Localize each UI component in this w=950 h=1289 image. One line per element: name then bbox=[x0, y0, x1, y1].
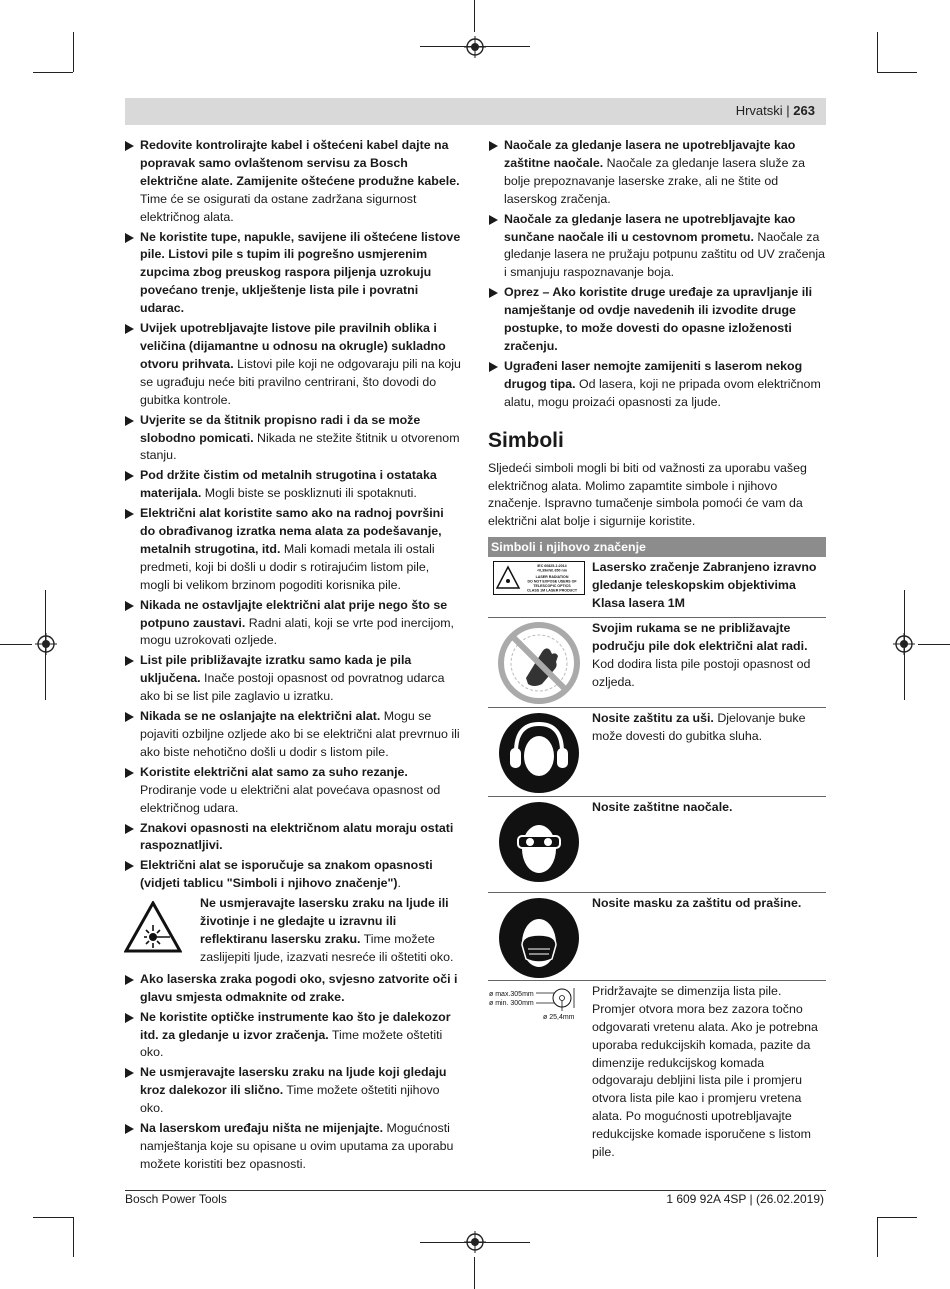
bullet-item bbox=[124, 857, 462, 893]
bullet-text: Mali komadi metala ili ostali predmeti, koji bi došli u dodir s rotirajućim listom pile, mogli bi velikom brzinom pogoditi korisnika pile. bbox=[140, 541, 435, 592]
crop-mark bbox=[877, 32, 878, 72]
header-bar bbox=[125, 98, 826, 125]
bullet-bold: Ne usmjeravajte lasersku zraku na ljude koji gledaju kroz dalekozor ili slično. bbox=[140, 1065, 447, 1098]
laser-warning-icon bbox=[124, 901, 182, 953]
footer-doc-id: 1 609 92A 4SP | (26.02.2019) bbox=[666, 1192, 824, 1206]
symbol-bold: Nosite zaštitne naočale. bbox=[592, 799, 733, 814]
crop-mark bbox=[33, 1217, 73, 1218]
bullet-text: Nikada ne stežite štitnik u otvorenom stanju. bbox=[140, 430, 460, 463]
ear-protection-icon bbox=[498, 712, 580, 794]
symbol-text: Kod dodira lista pile postoji opasnost od ozljeda. bbox=[592, 656, 811, 689]
bullet-text: Time će se osigurati da ostane zadržana sigurnost električnog alata. bbox=[140, 191, 417, 224]
bullet-bold: Znakovi opasnosti na električnom alatu moraju ostati raspoznatljivi. bbox=[140, 820, 454, 853]
bullet-item bbox=[124, 971, 462, 1007]
symbol-bold: Nosite masku za zaštitu od prašine. bbox=[592, 895, 802, 910]
no-hands-icon bbox=[498, 622, 580, 704]
bullet-bold: Električni alat koristite samo ako na radnoj površini do obrađivanog izratka nema alata za podešavanje, metalnih strugotina, itd. bbox=[140, 506, 444, 556]
crop-mark bbox=[918, 644, 950, 645]
symbol-row-laser bbox=[488, 557, 826, 618]
bullet-bold: Pod držite čistim od metalnih strugotina i ostataka materijala. bbox=[140, 468, 437, 501]
laser-label-line: CLASS 1M LASER PRODUCT bbox=[526, 588, 578, 593]
bullet-text: . bbox=[397, 876, 401, 891]
symbol-row-goggles bbox=[488, 797, 826, 893]
registration-mark-icon bbox=[464, 1231, 486, 1253]
bullet-text: Od lasera, koji ne pripada ovom električnom alatu, mogu proizaći opasnosti za ljude. bbox=[504, 376, 821, 409]
laser-label-line: LASER RADIATION bbox=[535, 575, 569, 580]
bullet-bold: Nikada se ne oslanjajte na električni alat. bbox=[140, 709, 381, 724]
bullet-bold: Naočale za gledanje lasera ne upotrebljavajte kao sunčane naočale ili u cestovnom prometu. bbox=[504, 211, 796, 244]
symbol-row-mask bbox=[488, 893, 826, 981]
bullet-text: Mogli biste se poskliznuti ili spotaknuti. bbox=[201, 486, 417, 501]
bullet-item bbox=[124, 467, 462, 503]
bullet-item bbox=[488, 211, 826, 283]
page-number: 263 bbox=[793, 103, 815, 118]
bullet-bold: Uvjerite se da štitnik propisno radi i da se može slobodno pomicati. bbox=[140, 412, 421, 445]
registration-mark-icon bbox=[35, 633, 57, 655]
bullet-text: Mogućnosti namještanja koje su opisane u ovim uputama za uporabu možete koristiti bez opasnosti. bbox=[140, 1121, 454, 1171]
bullet-bold: Električni alat se isporučuje sa znakom opasnosti (vidjeti tablicu "Simboli i njihovo značenje") bbox=[140, 858, 433, 891]
bullet-item bbox=[124, 1120, 462, 1174]
bullet-item bbox=[124, 652, 462, 706]
registration-mark-icon bbox=[464, 36, 486, 58]
laser-label-line: TELESCOPIC OPTICS bbox=[533, 584, 571, 589]
bullet-bold: Nikada ne ostavljajte električni alat prije nego što se potpuno zaustavi. bbox=[140, 597, 448, 630]
blade-dimensions-icon bbox=[488, 985, 586, 1021]
footer-brand: Bosch Power Tools bbox=[125, 1192, 227, 1206]
laser-bullets bbox=[488, 137, 826, 412]
bullet-item bbox=[124, 1009, 462, 1063]
bullet-text: Naočale za gledanje lasera služe za bolje prepoznavanje laserske zrake, ali ne štite od laserskog zračenja. bbox=[504, 155, 805, 206]
bullet-bold: Na laserskom uređaju ništa ne mijenjajte. bbox=[140, 1121, 384, 1136]
symbol-row-ear bbox=[488, 708, 826, 797]
bullet-item bbox=[488, 284, 826, 356]
crop-mark bbox=[877, 1217, 917, 1218]
registration-mark-icon bbox=[893, 633, 915, 655]
bullet-item bbox=[124, 820, 462, 856]
symbol-text: Djelovanje buke može dovesti do gubitka sluha. bbox=[592, 710, 806, 743]
left-column bbox=[124, 137, 462, 1176]
crop-mark bbox=[474, 0, 475, 32]
bullet-bold: Ako laserska zraka pogodi oko, svjesno zatvorite oči i glavu smjesta odmaknite od zrake. bbox=[140, 971, 458, 1004]
bullet-item bbox=[124, 597, 462, 651]
bullet-item bbox=[124, 1064, 462, 1118]
laser-label-icon bbox=[493, 561, 585, 595]
laser-warning bbox=[124, 895, 462, 967]
symbol-row-hands bbox=[488, 618, 826, 708]
right-column bbox=[488, 137, 826, 1166]
bullet-text: Naočale za gledanje lasera ne pružaju potpunu zaštitu od UV zračenja i smanjuju raspoznavanje boja. bbox=[504, 229, 825, 280]
header-separator: | bbox=[786, 103, 790, 118]
bullet-text: Time možete oštetiti njihovo oko. bbox=[140, 1083, 440, 1116]
footer-rule bbox=[125, 1190, 826, 1191]
laser-warning-text: Time možete zaslijepiti ljude, izazvati nesreće ili oštetiti oko. bbox=[200, 931, 454, 964]
symbol-bold: Nosite zaštitu za uši. bbox=[592, 710, 714, 725]
bullet-bold: Koristite električni alat samo za suho rezanje. bbox=[140, 764, 408, 779]
crop-mark bbox=[877, 72, 917, 73]
bullet-text: Listovi pile koji ne odgovaraju pili na koju se ugrađuju neće biti pravilno centrirani, što dovodi do gubitka kontrole. bbox=[140, 356, 461, 407]
bullet-bold: Ne koristite tupe, napukle, savijene ili oštećene listove pile. Listovi pile s tupim ili pogrešno usmjerenim zupcima zbog preuskog raspora piljenja uzrokuju povećano trenje, uklještenje lista pile i povratni udarac. bbox=[140, 229, 461, 316]
bullet-item bbox=[488, 137, 826, 209]
bullet-item bbox=[124, 320, 462, 410]
bullet-item bbox=[124, 229, 462, 319]
bullet-text: Prodiranje vode u električni alat povećava opasnost od električnog udara. bbox=[140, 782, 441, 815]
safety-bullets bbox=[124, 137, 462, 893]
symbol-bold: Lasersko zračenje Zabranjeno izravno gledanje teleskopskim objektivima Klasa lasera 1M bbox=[592, 560, 817, 611]
crop-mark bbox=[73, 32, 74, 72]
bullet-text: Mogu se pojaviti ozbiljne ozljede ako bi se električni alat prevrnuo ili ako biste nehotično došli u dodir s listom pile. bbox=[140, 709, 460, 759]
bullet-item bbox=[124, 764, 462, 818]
bullet-bold: Ugrađeni laser nemojte zamijeniti s laserom nekog drugog tipa. bbox=[504, 358, 803, 391]
bullet-bold: List pile približavajte izratku samo kada je pila uključena. bbox=[140, 653, 412, 686]
symbols-intro: Sljedeći simboli mogli bi biti od važnosti za uporabu vašeg električnog alata. Molimo zapamtite simbole i njihovo značenje. Ispravno tumačenje simbola pomoći će vam da električni alat bolje i sigurnije koristite. bbox=[488, 460, 807, 529]
crop-mark bbox=[33, 72, 73, 73]
bullet-item bbox=[124, 505, 462, 595]
bullet-item bbox=[124, 412, 462, 466]
symbol-bold: Svojim rukama se ne približavajte području pile dok električni alat radi. bbox=[592, 620, 808, 653]
symbol-text: Pridržavajte se dimenzija lista pile. Promjer otvora mora bez zazora točno odgovarati vretenu alata. Ako je potrebna uporaba redukcijskih komada, pazite da dimenzije redukcijskog komada odgovaraju debljini lista pile i promjeru otvora lista pile kao i promjeru vretena alata. Po mogućnosti upotrebljavajte redukcijske komade isporučene s listom pile. bbox=[592, 983, 818, 1160]
crop-mark bbox=[0, 644, 32, 645]
page-header bbox=[736, 103, 815, 118]
bullet-bold: Redovite kontrolirajte kabel i oštećeni kabel dajte na popravak samo ovlaštenom servisu za Bosch električne alate. Zamijenite oštećene produžne kabele. bbox=[140, 138, 460, 188]
crop-mark bbox=[877, 1217, 878, 1257]
header-language: Hrvatski bbox=[735, 103, 783, 118]
dust-mask-icon bbox=[498, 897, 580, 979]
laser-warning-bold: Ne usmjeravajte lasersku zraku na ljude ili životinje i ne gledajte u izravnu ili reflektiranu lasersku zraku. bbox=[200, 896, 449, 946]
safety-goggles-icon bbox=[498, 801, 580, 883]
blade-bore-diameter: ø 25,4mm bbox=[543, 1013, 575, 1021]
bullet-text: Time možete oštetiti oko. bbox=[140, 1027, 443, 1060]
bullet-bold: Naočale za gledanje lasera ne upotrebljavajte kao zaštitne naočale. bbox=[504, 138, 796, 170]
bullet-bold: Uvijek upotrebljavajte listove pile pravilnih oblika i veličina (dijamantne u odnosu na okrugle) sukladno otvoru prihvata. bbox=[140, 321, 446, 371]
laser-label-line: DO NOT EXPOSE USERS OF bbox=[527, 579, 577, 584]
blade-max-diameter: ø max.305mm bbox=[489, 990, 534, 998]
bullet-bold: Oprez – Ako koristite druge uređaje za upravljanje ili namještanje od ovdje navedenih ili izvodite druge postupke, to može dovesti do opasne izloženosti zračenju. bbox=[504, 285, 813, 353]
symbol-row-blade bbox=[488, 981, 826, 1166]
blade-min-diameter: ø min. 300mm bbox=[489, 999, 534, 1007]
section-title: Simboli bbox=[488, 428, 564, 452]
crop-mark bbox=[474, 1257, 475, 1289]
symbols-table-header: Simboli i njihovo značenje bbox=[488, 537, 826, 557]
crop-mark bbox=[73, 1217, 74, 1257]
bullet-text: Inače postoji opasnost od povratnog udarca ako bi se list pile zaglavio u izratku. bbox=[140, 671, 445, 704]
bullet-item bbox=[488, 358, 826, 412]
bullet-bold: Ne koristite optičke instrumente kao što je dalekozor itd. za gledanje u izvor zračenja. bbox=[140, 1009, 451, 1042]
laser-label-line: <0,39mW, 650 nm bbox=[537, 568, 567, 573]
bullet-item bbox=[124, 137, 462, 227]
safety-bullets-after bbox=[124, 971, 462, 1174]
laser-label-line: IEC 60825-1:2014 bbox=[537, 564, 567, 569]
bullet-text: Radni alati, koji se vrte pod inercijom, mogu uzrokovati ozljede. bbox=[140, 615, 454, 648]
bullet-item bbox=[124, 708, 462, 762]
